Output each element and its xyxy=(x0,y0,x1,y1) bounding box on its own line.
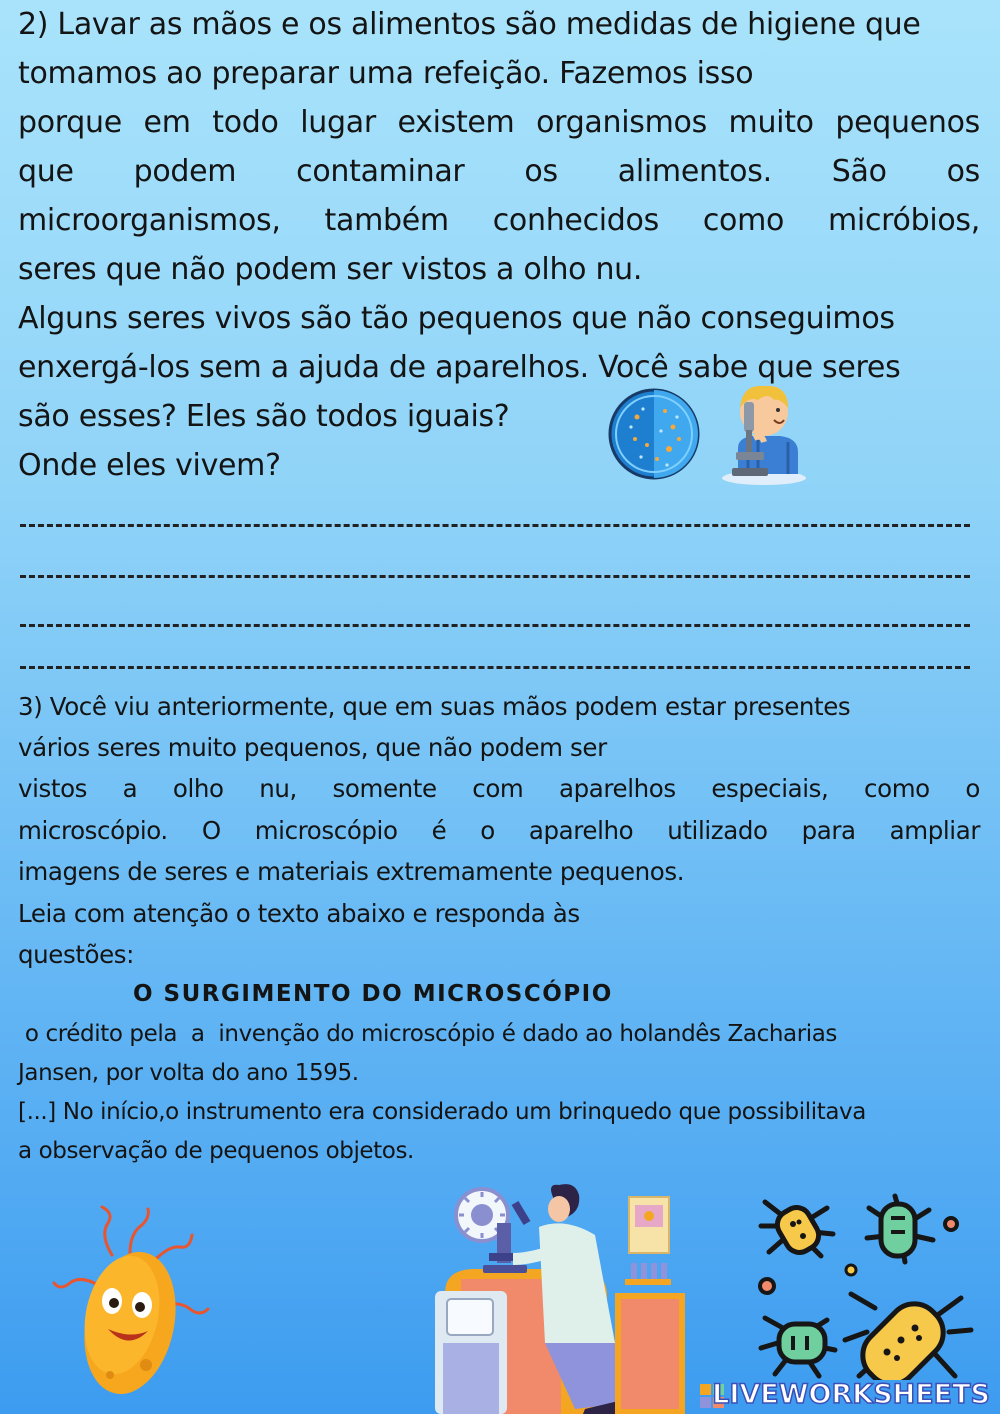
bacterium-icon xyxy=(50,1205,210,1405)
answer-line-2[interactable] xyxy=(20,575,970,578)
article-line-3: [...] No início,o instrumento era considerado um brinquedo que possibilitava xyxy=(18,1099,866,1125)
q2-line-10: Onde eles vivem? xyxy=(18,448,281,483)
article-title: O SURGIMENTO DO MICROSCÓPIO xyxy=(133,981,613,1007)
liveworksheets-brand[interactable]: LIVEWORKSHEETS xyxy=(712,1379,990,1410)
q2-line-1: 2) Lavar as mãos e os alimentos são medidas de higiene que xyxy=(18,7,921,42)
q2-line-6: seres que não podem ser vistos a olho nu. xyxy=(18,252,643,287)
q2-line-3: porque em todo lugar existem organismos muito pequenos xyxy=(18,105,980,140)
answer-line-3[interactable] xyxy=(20,624,970,627)
q3-line-5: imagens de seres e materiais extremamente pequenos. xyxy=(18,857,685,886)
germs-icon xyxy=(755,1190,985,1380)
q2-line-4: que podem contaminar os alimentos. São os xyxy=(18,154,980,189)
answer-line-4[interactable] xyxy=(20,666,970,669)
q3-line-4: microscópio. O microscópio é o aparelho utilizado para ampliar xyxy=(18,816,980,845)
q2-line-8: enxergá-los sem a ajuda de aparelhos. Você sabe que seres xyxy=(18,350,901,385)
q2-line-9: são esses? Eles são todos iguais? xyxy=(18,399,510,434)
q3-line-2: vários seres muito pequenos, que não podem ser xyxy=(18,733,607,762)
q2-line-2: tomamos ao preparar uma refeição. Fazemos isso xyxy=(18,56,754,91)
answer-line-1[interactable] xyxy=(20,524,970,527)
article-line-2: Jansen, por volta do ano 1595. xyxy=(18,1060,359,1086)
petri-dish-icon xyxy=(607,387,701,481)
article-line-4: a observação de pequenos objetos. xyxy=(18,1138,414,1164)
q3-line-3: vistos a olho nu, somente com aparelhos especiais, como o xyxy=(18,774,980,803)
q2-line-5: microorganismos, também conhecidos como micróbios, xyxy=(18,203,980,238)
article-line-1: o crédito pela a invenção do microscópio é dado ao holandês Zacharias xyxy=(18,1021,838,1047)
boy-microscope-icon xyxy=(718,378,808,488)
q3-line-7: questões: xyxy=(18,940,135,969)
q2-line-7: Alguns seres vivos são tão pequenos que não conseguimos xyxy=(18,301,895,336)
q3-line-1: 3) Você viu anteriormente, que em suas mãos podem estar presentes xyxy=(18,692,851,721)
q3-line-6: Leia com atenção o texto abaixo e responda às xyxy=(18,899,580,928)
scientist-lab-icon xyxy=(435,1183,685,1414)
